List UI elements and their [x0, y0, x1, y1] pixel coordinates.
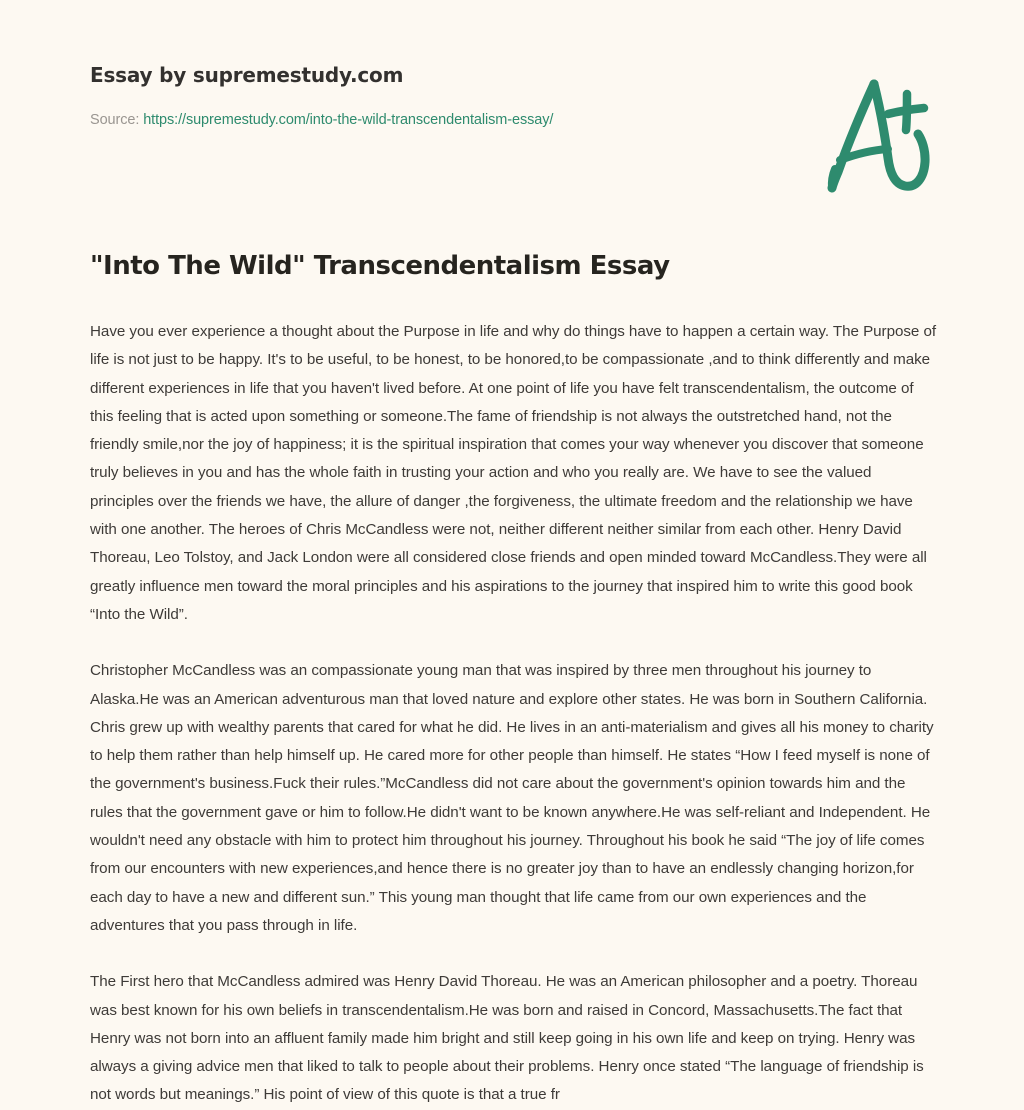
paragraph: The First hero that McCandless admired was Henry David Thoreau. He was an American philosopher and a poetry. Thoreau was best known for his own beliefs in transcendentalism.He was born and raised in Concord, Massachusetts.The fact that Henry was not born into an affluent family made him bright and still keep going in his own life and keep on trying. Henry was always a giving advice men that liked to talk to people about their problems. Henry once stated “The language of friendship is not words but meanings.” His point of view of this quote is that a true fr: [90, 973, 924, 1104]
source-line: [90, 110, 790, 130]
source-label: Source:: [90, 112, 140, 128]
brand-title: Essay by supremestudy.com: [90, 63, 404, 87]
page-title: "Into The Wild" Transcendentalism Essay: [90, 251, 670, 281]
a-plus-logo-icon: [812, 62, 952, 208]
paragraph: Christopher McCandless was an compassionate young man that was inspired by three men throughout his journey to Alaska.He was an American adventurous man that loved nature and explore other states. He was born in Southern California. Chris grew up with wealthy parents that cared for what he did. He lives in an anti-materialism and gives all his money to charity to help them rather than help himself up. He cared more for other people than himself. He states “How I feed myself is none of the government's business.Fuck their rules.”McCandless did not care about the government's opinion towards him and the rules that the government gave or him to follow.He didn't want to be known anywhere.He was self-reliant and Independent. He wouldn't need any obstacle with him to protect him throughout his journey. Throughout his book he said “The joy of life comes from our encounters with new experiences,and hence there is no greater joy than to have an endlessly changing horizon,for each day to have a new and different sun.” This young man thought that life came from our own experiences and the adventures that you pass through in life.: [90, 662, 934, 934]
a-plus-logo: [812, 62, 952, 208]
essay-body: [90, 318, 938, 1110]
source-url-link[interactable]: https://supremestudy.com/into-the-wild-transcendentalism-essay/: [143, 112, 554, 128]
paragraph: Have you ever experience a thought about the Purpose in life and why do things have to happen a certain way. The Purpose of life is not just to be happy. It's to be useful, to be honest, to be honored,to be compassionate ,and to think differently and make different experiences in life that you haven't lived before. At one point of life you have felt transcendentalism, the outcome of this feeling that is acted upon something or someone.The fame of friendship is not always the outstretched hand, not the friendly smile,nor the joy of happiness; it is the spiritual inspiration that comes your way whenever you discover that someone truly believes in you and has the whole faith in trusting your action and who you really are. We have to see the valued principles over the friends we have, the allure of danger ,the forgiveness, the ultimate freedom and the relationship we have with one another. The heroes of Chris McCandless were not, neither different neither similar from each other. Henry David Thoreau, Leo Tolstoy, and Jack London were all considered close friends and open minded toward McCandless.They were all greatly influence men toward the moral principles and his aspirations to the journey that inspired him to write this good book “Into the Wild”.: [90, 323, 937, 623]
article: [90, 248, 938, 1110]
page-header: [90, 62, 790, 130]
